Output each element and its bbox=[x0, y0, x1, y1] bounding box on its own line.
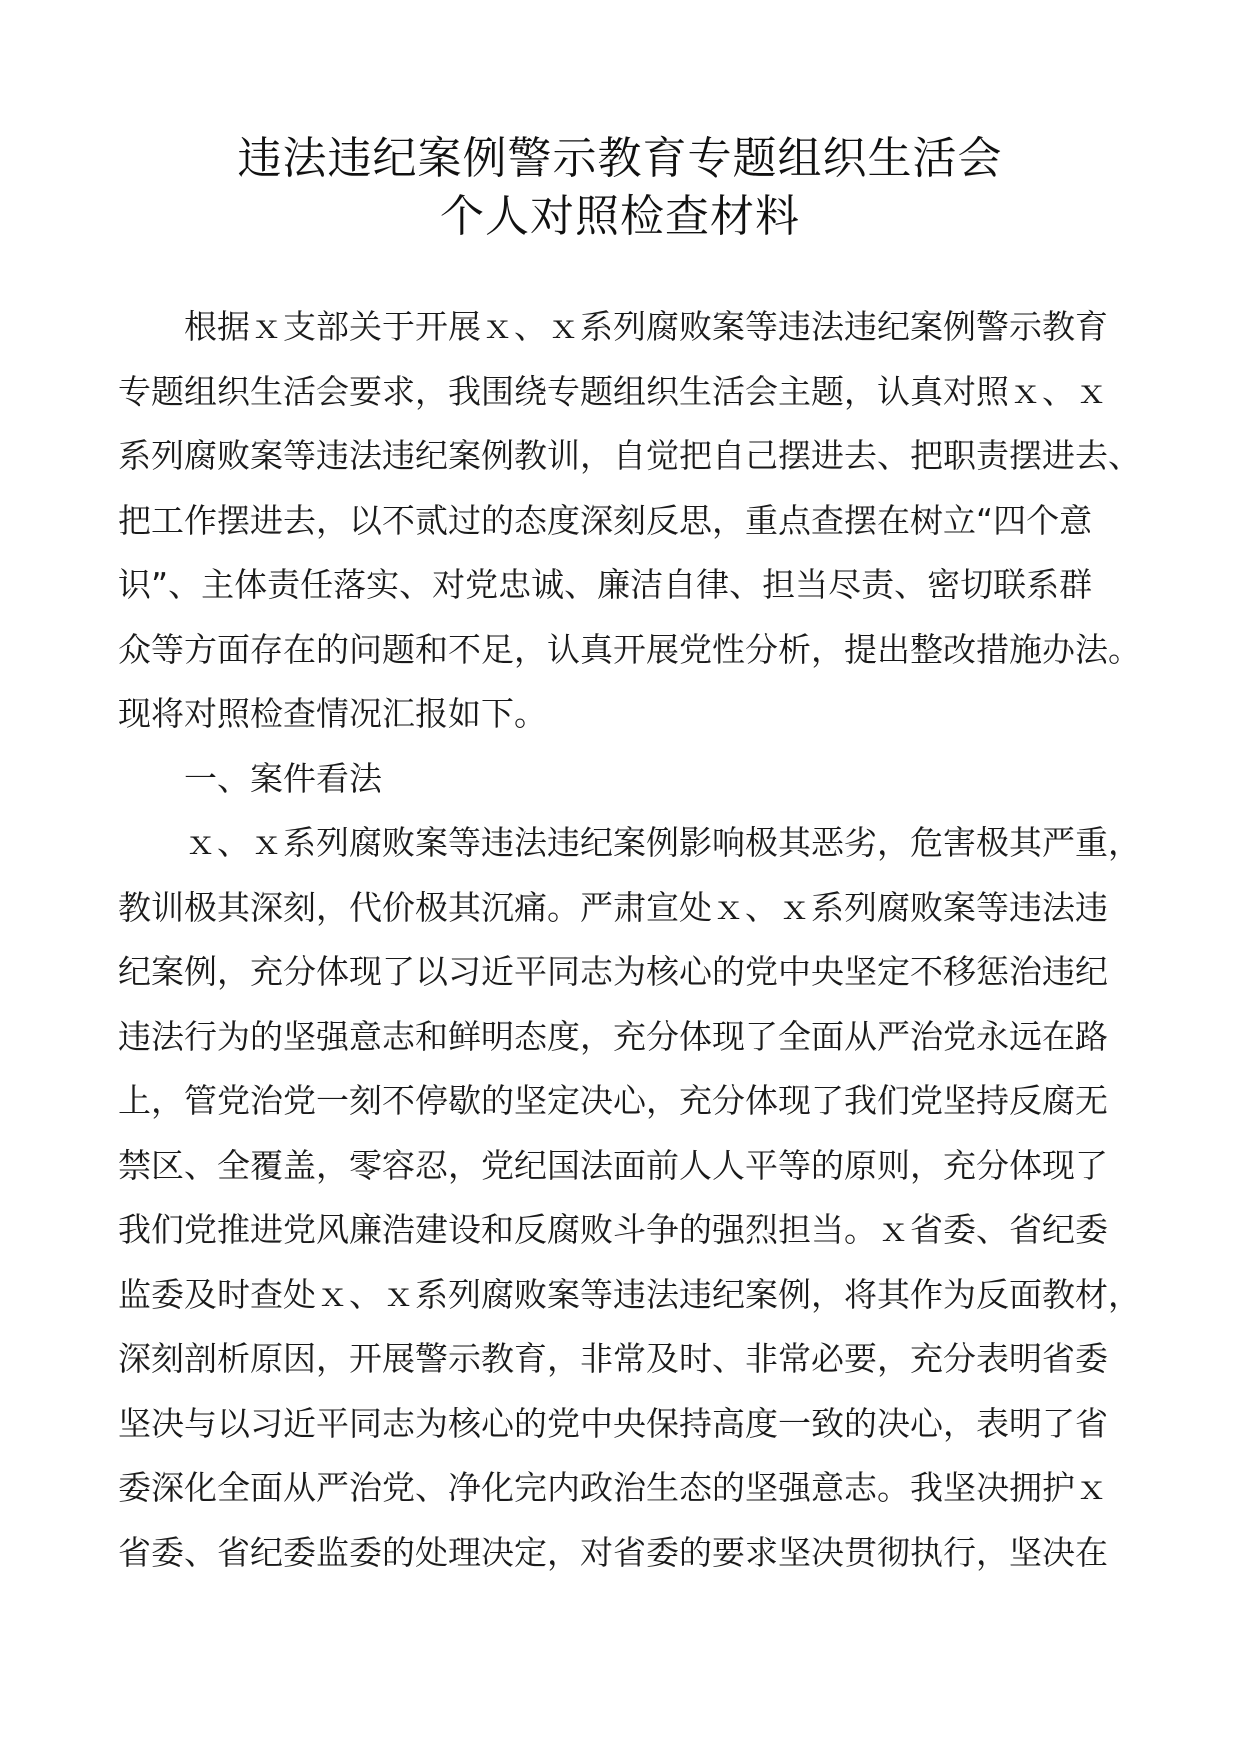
section-heading: 一、案件看法 bbox=[184, 758, 382, 798]
paragraph-line: 根据ｘ支部关于开展ｘ、ｘ系列腐败案等违法违纪案例警示教育 bbox=[184, 307, 1108, 346]
paragraph-line: 上，管党治党一刻不停歇的坚定决心，充分体现了我们党坚持反腐无 bbox=[118, 1081, 1108, 1120]
paragraph-line: 纪案例，充分体现了以习近平同志为核心的党中央坚定不移惩治违纪 bbox=[118, 952, 1108, 991]
paragraph-line: 深刻剖析原因，开展警示教育，非常及时、非常必要，充分表明省委 bbox=[118, 1339, 1108, 1378]
title-line-1: 违法违纪案例警示教育专题组织生活会 bbox=[237, 133, 1003, 184]
document-body bbox=[118, 295, 1141, 1585]
paragraph-line: 禁区、全覆盖，零容忍，党纪国法面前人人平等的原则，充分体现了 bbox=[118, 1145, 1108, 1185]
title-line-2: 个人对照检查材料 bbox=[440, 191, 800, 242]
paragraph-line: ｘ、ｘ系列腐败案等违法违纪案例影响极其恶劣，危害极其严重， bbox=[184, 823, 1141, 862]
paragraph-line: 现将对照检查情况汇报如下。 bbox=[118, 694, 547, 733]
paragraph-line: 识”、主体责任落实、对党忠诚、廉洁自律、担当尽责、密切联系群 bbox=[118, 565, 1093, 604]
paragraph-line: 监委及时查处ｘ、ｘ系列腐败案等违法违纪案例，将其作为反面教材， bbox=[118, 1274, 1141, 1314]
paragraph-line: 违法行为的坚强意志和鲜明态度，充分体现了全面从严治党永远在路 bbox=[118, 1016, 1108, 1056]
paragraph-line: 系列腐败案等违法违纪案例教训，自觉把自己摆进去、把职责摆进去、 bbox=[118, 436, 1141, 475]
paragraph-line: 委深化全面从严治党、净化完内政治生态的坚强意志。我坚决拥护ｘ bbox=[118, 1468, 1108, 1507]
document-title bbox=[0, 130, 1240, 246]
paragraph-line: 众等方面存在的问题和不足，认真开展党性分析，提出整改措施办法。 bbox=[118, 629, 1141, 669]
paragraph-line: 把工作摆进去，以不贰过的态度深刻反思，重点查摆在树立“四个意 bbox=[118, 500, 1093, 540]
paragraph-line: 省委、省纪委监委的处理决定，对省委的要求坚决贯彻执行，坚决在 bbox=[118, 1532, 1108, 1572]
paragraph-line: 专题组织生活会要求，我围绕专题组织生活会主题，认真对照ｘ、ｘ bbox=[118, 371, 1108, 411]
paragraph-line: 我们党推进党风廉浩建设和反腐败斗争的强烈担当。ｘ省委、省纪委 bbox=[118, 1210, 1108, 1249]
paragraph-line: 教训极其深刻，代价极其沉痛。严肃宣处ｘ、ｘ系列腐败案等违法违 bbox=[118, 887, 1108, 927]
paragraph-line: 坚决与以习近平同志为核心的党中央保持高度一致的决心，表明了省 bbox=[118, 1403, 1108, 1443]
